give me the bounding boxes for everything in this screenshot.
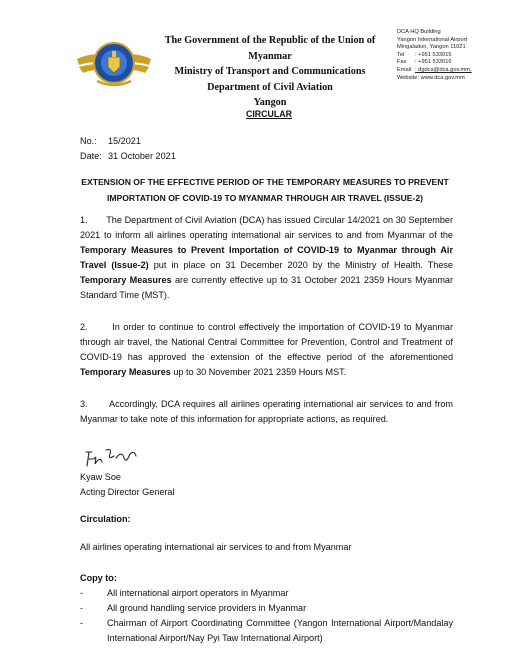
circulation-text: All airlines operating international air services to and from Myanmar (80, 542, 352, 552)
circular-number: 15/2021 (108, 136, 141, 146)
ministry-name: Ministry of Transport and Communications (174, 66, 366, 77)
tel-value: : +951 533015 (415, 51, 452, 58)
contact-block (397, 29, 517, 82)
para1-text-a: 1. The Department of Civil Aviation (DCA) has issued Circular 14/2021 on 30 September 2021 to inform all airlines operating international air services to and from Myanmar of the (80, 215, 453, 240)
fax-row (397, 59, 517, 67)
copy-to-heading: Copy to: (80, 573, 117, 583)
fax-value: : +951 533016 (415, 59, 452, 66)
circular-heading: CIRCULAR (246, 109, 292, 119)
email-row (397, 67, 517, 75)
circular-title (80, 174, 450, 206)
copy-item-3: Chairman of Airport Coordinating Committee (Yangon International Airport/Mandalay International Airport/Nay Pyi Taw International Airport) (107, 618, 453, 643)
list-item: - All international airport operators in Myanmar (80, 586, 453, 601)
dca-logo (75, 33, 153, 95)
circular-number-row (80, 134, 141, 149)
email-label: Email (397, 66, 412, 73)
website-line: Website: www.dca.gov.mm (397, 74, 465, 81)
tel-row (397, 52, 517, 60)
paragraph-3: 3. Accordingly, DCA requires all airlines operating international air services to and from Myanmar to take note of this information for appropriate actions, as required. (80, 399, 453, 424)
government-name: The Government of the Republic of the Union of Myanmar (164, 35, 376, 62)
email-link[interactable]: : dgdca@dca.gov.mm, (415, 66, 472, 73)
paragraph-1 (80, 213, 453, 303)
paragraph-2 (80, 320, 453, 380)
para1-text-e: are currently effective up to 31 October 2021 2359 Hours Myanmar Standard Time (MST). (80, 275, 453, 300)
number-label: No.: (80, 136, 97, 146)
department-name: Department of Civil Aviation (207, 81, 333, 93)
para1-bold-measures: Temporary Measures (80, 275, 172, 285)
para2-text-c: up to 30 November 2021 2359 Hours MST. (170, 367, 347, 377)
copy-item-2: All ground handling service providers in Myanmar (107, 603, 307, 613)
copy-to-list (80, 586, 453, 646)
circular-date: 31 October 2021 (108, 151, 176, 161)
signatory-title: Acting Director General (80, 487, 175, 497)
address-building: DCA HQ Building (397, 29, 441, 35)
circular-date-row (80, 149, 176, 164)
date-label: Date: (80, 151, 102, 161)
circulation-heading: Circulation: (80, 514, 131, 524)
address-city: Mingaladon, Yangon 11021 (397, 44, 466, 51)
signatory-name: Kyaw Soe (80, 472, 121, 482)
copy-item-1: All international airport operators in Myanmar (107, 588, 289, 598)
city-name: Yangon (253, 97, 287, 108)
para2-text-a: 2. In order to continue to control effectively the importation of COVID-19 to Myanmar through air travel, the National Central Committee for Prevention, Control and Treatment of COVID-19 has approved the extension of the effective period of the aforementioned (80, 322, 453, 362)
fax-label: Fax (397, 59, 407, 66)
title-line-1: EXTENSION OF THE EFFECTIVE PERIOD OF THE TEMPORARY MEASURES TO PREVENT (81, 177, 449, 187)
address-airport: Yangon International Airport (397, 36, 468, 43)
list-item: - Chairman of Airport Coordinating Committee (Yangon International Airport/Mandalay International Airport/Nay Pyi Taw International Airport) (80, 616, 453, 646)
para2-bold-measures: Temporary Measures (80, 367, 171, 377)
para1-bold-title: Temporary Measures to Prevent Importation of COVID-19 to Myanmar through Air Travel (Issue-2) (80, 245, 453, 270)
handwritten-signature (82, 444, 142, 472)
tel-label: Tel (397, 51, 405, 58)
letterhead (145, 33, 395, 111)
para1-text-c: put in place on 31 December 2020 by the Ministry of Health. These (148, 260, 453, 270)
list-item: - All ground handling service providers in Myanmar (80, 601, 453, 616)
title-line-2: IMPORTATION OF COVID-19 TO MYANMAR THROUGH AIR TRAVEL (ISSUE-2) (106, 193, 424, 203)
